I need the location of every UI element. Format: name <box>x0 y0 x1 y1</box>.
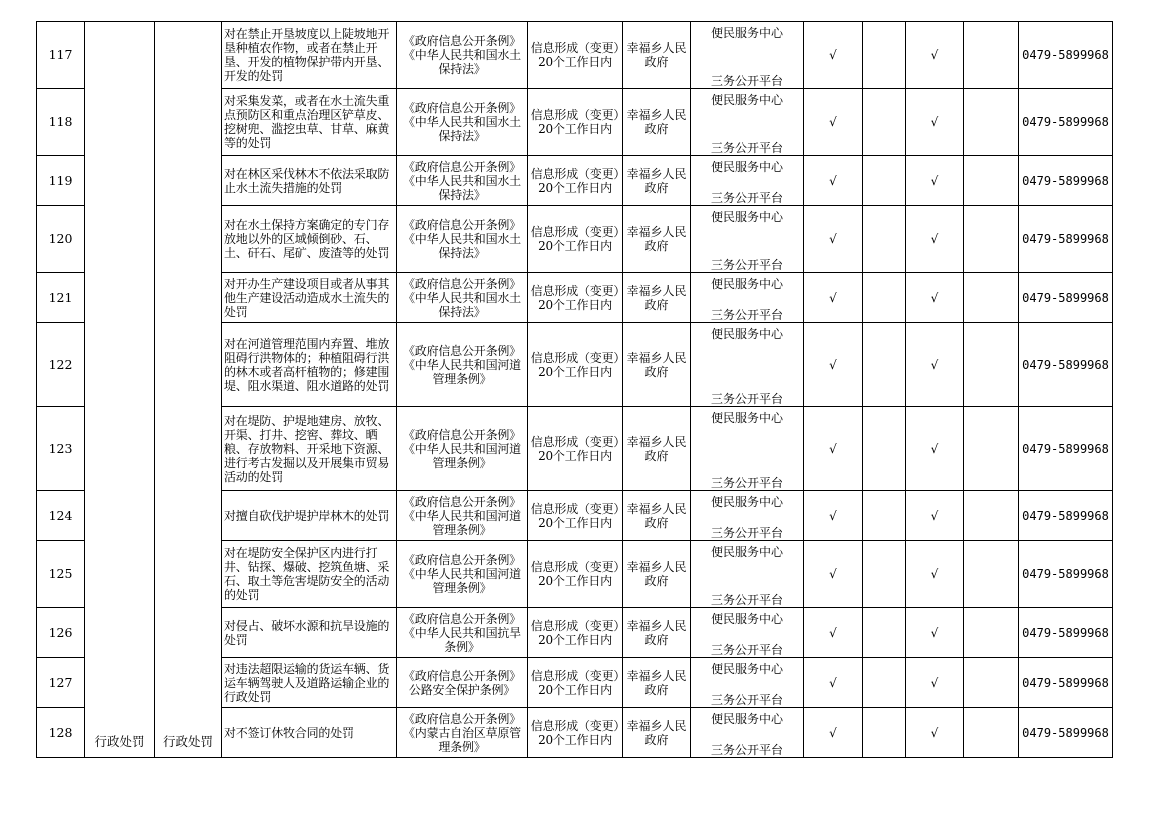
time-limit-cell: 信息形成（变更）20个工作日内 <box>528 22 623 89</box>
empty-cell-2 <box>964 491 1019 541</box>
channel-service-center: 便民服务中心 <box>710 662 783 676</box>
channel-cell <box>691 658 804 708</box>
channel-list <box>691 608 803 657</box>
subject-cell: 幸福乡人民政府 <box>623 658 691 708</box>
item-cell: 对在林区采伐林木不依法采取防止水土流失措施的处罚 <box>222 156 397 206</box>
channel-cell <box>691 156 804 206</box>
channel-list <box>691 491 803 540</box>
empty-cell-2 <box>964 206 1019 273</box>
channel-cell <box>691 206 804 273</box>
check-cell-2: √ <box>906 323 964 407</box>
row-number: 119 <box>37 156 85 206</box>
phone-cell: 0479-5899968 <box>1019 323 1113 407</box>
basis-cell: 《政府信息公开条例》《中华人民共和国水土保持法》 <box>397 22 528 89</box>
item-cell: 对在水土保持方案确定的专门存放地以外的区域倾倒砂、石、土、矸石、尾矿、废渣等的处罚 <box>222 206 397 273</box>
channel-cell <box>691 608 804 658</box>
check-cell-2: √ <box>906 22 964 89</box>
time-limit-cell: 信息形成（变更）20个工作日内 <box>528 708 623 758</box>
subject-cell: 幸福乡人民政府 <box>623 541 691 608</box>
check-cell-2: √ <box>906 206 964 273</box>
check-cell-2: √ <box>906 541 964 608</box>
basis-cell: 《政府信息公开条例》《中华人民共和国河道管理条例》 <box>397 407 528 491</box>
item-cell: 对在河道管理范围内弃置、堆放阻碍行洪物体的；种植阻碍行洪的林木或者高杆植物的；修建围堤、阻水渠道、阻水道路的处罚 <box>222 323 397 407</box>
channel-list <box>691 206 803 272</box>
check-cell-2: √ <box>906 491 964 541</box>
empty-cell-2 <box>964 89 1019 156</box>
subcategory-cell: 行政处罚 <box>155 22 222 758</box>
channel-cell <box>691 491 804 541</box>
channel-cell <box>691 323 804 407</box>
empty-cell-1 <box>863 541 906 608</box>
check-cell-1: √ <box>804 608 863 658</box>
channel-platform: 三务公开平台 <box>710 743 783 757</box>
channel-service-center: 便民服务中心 <box>710 712 783 726</box>
channel-cell <box>691 708 804 758</box>
channel-list <box>691 407 803 490</box>
time-limit-cell: 信息形成（变更）20个工作日内 <box>528 658 623 708</box>
check-cell-1: √ <box>804 273 863 323</box>
phone-cell: 0479-5899968 <box>1019 491 1113 541</box>
empty-cell-1 <box>863 407 906 491</box>
channel-service-center: 便民服务中心 <box>710 495 783 509</box>
check-cell-2: √ <box>906 156 964 206</box>
disclosure-table <box>36 21 1113 758</box>
empty-cell-1 <box>863 22 906 89</box>
check-cell-1: √ <box>804 541 863 608</box>
subject-cell: 幸福乡人民政府 <box>623 407 691 491</box>
basis-cell: 《政府信息公开条例》《中华人民共和国河道管理条例》 <box>397 323 528 407</box>
phone-cell: 0479-5899968 <box>1019 206 1113 273</box>
check-cell-1: √ <box>804 22 863 89</box>
time-limit-cell: 信息形成（变更）20个工作日内 <box>528 273 623 323</box>
item-cell: 对违法超限运输的货运车辆、货运车辆驾驶人及道路运输企业的行政处罚 <box>222 658 397 708</box>
channel-service-center: 便民服务中心 <box>710 210 783 224</box>
table-body <box>37 22 1113 758</box>
phone-cell: 0479-5899968 <box>1019 89 1113 156</box>
empty-cell-1 <box>863 658 906 708</box>
row-number: 124 <box>37 491 85 541</box>
channel-list <box>691 323 803 406</box>
subject-cell: 幸福乡人民政府 <box>623 206 691 273</box>
check-cell-2: √ <box>906 658 964 708</box>
channel-service-center: 便民服务中心 <box>710 160 783 174</box>
channel-list <box>691 156 803 205</box>
empty-cell-2 <box>964 407 1019 491</box>
item-cell: 对在堤防安全保护区内进行打井、钻探、爆破、挖筑鱼塘、采石、取土等危害堤防安全的活动的处罚 <box>222 541 397 608</box>
row-number: 126 <box>37 608 85 658</box>
channel-list <box>691 658 803 707</box>
channel-service-center: 便民服务中心 <box>710 545 783 559</box>
basis-cell: 《政府信息公开条例》《内蒙古自治区草原管理条例》 <box>397 708 528 758</box>
phone-cell: 0479-5899968 <box>1019 541 1113 608</box>
row-number: 117 <box>37 22 85 89</box>
empty-cell-2 <box>964 323 1019 407</box>
channel-list <box>691 273 803 322</box>
empty-cell-2 <box>964 658 1019 708</box>
channel-cell <box>691 407 804 491</box>
phone-cell: 0479-5899968 <box>1019 407 1113 491</box>
item-cell: 对采集发菜，或者在水土流失重点预防区和重点治理区铲草皮、挖树兜、滥挖虫草、甘草、麻黄等的处罚 <box>222 89 397 156</box>
check-cell-2: √ <box>906 708 964 758</box>
channel-cell <box>691 541 804 608</box>
empty-cell-1 <box>863 273 906 323</box>
check-cell-1: √ <box>804 89 863 156</box>
channel-service-center: 便民服务中心 <box>710 93 783 107</box>
empty-cell-1 <box>863 323 906 407</box>
channel-platform: 三务公开平台 <box>710 643 783 657</box>
row-number: 122 <box>37 323 85 407</box>
basis-cell: 《政府信息公开条例》《中华人民共和国水土保持法》 <box>397 156 528 206</box>
check-cell-1: √ <box>804 323 863 407</box>
empty-cell-1 <box>863 206 906 273</box>
check-cell-1: √ <box>804 206 863 273</box>
check-cell-1: √ <box>804 491 863 541</box>
item-cell: 对开办生产建设项目或者从事其他生产建设活动造成水土流失的处罚 <box>222 273 397 323</box>
channel-cell <box>691 273 804 323</box>
basis-cell: 《政府信息公开条例》《中华人民共和国抗旱条例》 <box>397 608 528 658</box>
time-limit-cell: 信息形成（变更）20个工作日内 <box>528 156 623 206</box>
time-limit-cell: 信息形成（变更）20个工作日内 <box>528 89 623 156</box>
empty-cell-2 <box>964 608 1019 658</box>
time-limit-cell: 信息形成（变更）20个工作日内 <box>528 608 623 658</box>
item-cell: 对在禁止开垦坡度以上陡坡地开垦种植农作物，或者在禁止开垦、开发的植物保护带内开垦、开发的处罚 <box>222 22 397 89</box>
item-cell: 对擅自砍伐护堤护岸林木的处罚 <box>222 491 397 541</box>
channel-cell <box>691 89 804 156</box>
channel-platform: 三务公开平台 <box>710 74 783 88</box>
row-number: 118 <box>37 89 85 156</box>
subject-cell: 幸福乡人民政府 <box>623 323 691 407</box>
check-cell-2: √ <box>906 407 964 491</box>
channel-service-center: 便民服务中心 <box>710 327 783 341</box>
channel-platform: 三务公开平台 <box>710 392 783 406</box>
phone-cell: 0479-5899968 <box>1019 608 1113 658</box>
row-number: 125 <box>37 541 85 608</box>
check-cell-1: √ <box>804 658 863 708</box>
channel-platform: 三务公开平台 <box>710 308 783 322</box>
channel-list <box>691 22 803 88</box>
phone-cell: 0479-5899968 <box>1019 658 1113 708</box>
empty-cell-2 <box>964 156 1019 206</box>
item-cell: 对侵占、破坏水源和抗旱设施的处罚 <box>222 608 397 658</box>
basis-cell: 《政府信息公开条例》《中华人民共和国河道管理条例》 <box>397 491 528 541</box>
phone-cell: 0479-5899968 <box>1019 22 1113 89</box>
table-row <box>37 22 1113 89</box>
channel-list <box>691 708 803 757</box>
row-number: 123 <box>37 407 85 491</box>
channel-platform: 三务公开平台 <box>710 141 783 155</box>
time-limit-cell: 信息形成（变更）20个工作日内 <box>528 407 623 491</box>
time-limit-cell: 信息形成（变更）20个工作日内 <box>528 491 623 541</box>
channel-platform: 三务公开平台 <box>710 258 783 272</box>
time-limit-cell: 信息形成（变更）20个工作日内 <box>528 323 623 407</box>
check-cell-1: √ <box>804 156 863 206</box>
channel-service-center: 便民服务中心 <box>710 411 783 425</box>
channel-service-center: 便民服务中心 <box>710 612 783 626</box>
empty-cell-2 <box>964 22 1019 89</box>
channel-platform: 三务公开平台 <box>710 693 783 707</box>
check-cell-2: √ <box>906 608 964 658</box>
item-cell: 对不签订休牧合同的处罚 <box>222 708 397 758</box>
empty-cell-1 <box>863 156 906 206</box>
phone-cell: 0479-5899968 <box>1019 273 1113 323</box>
subject-cell: 幸福乡人民政府 <box>623 608 691 658</box>
check-cell-1: √ <box>804 407 863 491</box>
channel-list <box>691 541 803 607</box>
row-number: 120 <box>37 206 85 273</box>
subject-cell: 幸福乡人民政府 <box>623 708 691 758</box>
check-cell-1: √ <box>804 708 863 758</box>
row-number: 127 <box>37 658 85 708</box>
channel-platform: 三务公开平台 <box>710 476 783 490</box>
channel-platform: 三务公开平台 <box>710 593 783 607</box>
check-cell-2: √ <box>906 273 964 323</box>
subject-cell: 幸福乡人民政府 <box>623 89 691 156</box>
subject-cell: 幸福乡人民政府 <box>623 273 691 323</box>
empty-cell-1 <box>863 89 906 156</box>
empty-cell-1 <box>863 608 906 658</box>
subject-cell: 幸福乡人民政府 <box>623 22 691 89</box>
row-number: 128 <box>37 708 85 758</box>
phone-cell: 0479-5899968 <box>1019 156 1113 206</box>
subject-cell: 幸福乡人民政府 <box>623 491 691 541</box>
channel-cell <box>691 22 804 89</box>
basis-cell: 《政府信息公开条例》《中华人民共和国水土保持法》 <box>397 206 528 273</box>
phone-cell: 0479-5899968 <box>1019 708 1113 758</box>
time-limit-cell: 信息形成（变更）20个工作日内 <box>528 206 623 273</box>
row-number: 121 <box>37 273 85 323</box>
basis-cell: 《政府信息公开条例》《中华人民共和国水土保持法》 <box>397 273 528 323</box>
basis-cell: 《政府信息公开条例》公路安全保护条例》 <box>397 658 528 708</box>
empty-cell-2 <box>964 541 1019 608</box>
channel-service-center: 便民服务中心 <box>710 26 783 40</box>
subject-cell: 幸福乡人民政府 <box>623 156 691 206</box>
channel-list <box>691 89 803 155</box>
empty-cell-2 <box>964 273 1019 323</box>
basis-cell: 《政府信息公开条例》《中华人民共和国水土保持法》 <box>397 89 528 156</box>
item-cell: 对在堤防、护堤地建房、放牧、开渠、打井、挖窖、葬坟、晒粮、存放物料、开采地下资源、进行考古发掘以及开展集市贸易活动的处罚 <box>222 407 397 491</box>
basis-cell: 《政府信息公开条例》《中华人民共和国河道管理条例》 <box>397 541 528 608</box>
category-cell: 行政处罚 <box>85 22 155 758</box>
time-limit-cell: 信息形成（变更）20个工作日内 <box>528 541 623 608</box>
channel-platform: 三务公开平台 <box>710 526 783 540</box>
channel-service-center: 便民服务中心 <box>710 277 783 291</box>
empty-cell-1 <box>863 491 906 541</box>
empty-cell-2 <box>964 708 1019 758</box>
check-cell-2: √ <box>906 89 964 156</box>
channel-platform: 三务公开平台 <box>710 191 783 205</box>
empty-cell-1 <box>863 708 906 758</box>
